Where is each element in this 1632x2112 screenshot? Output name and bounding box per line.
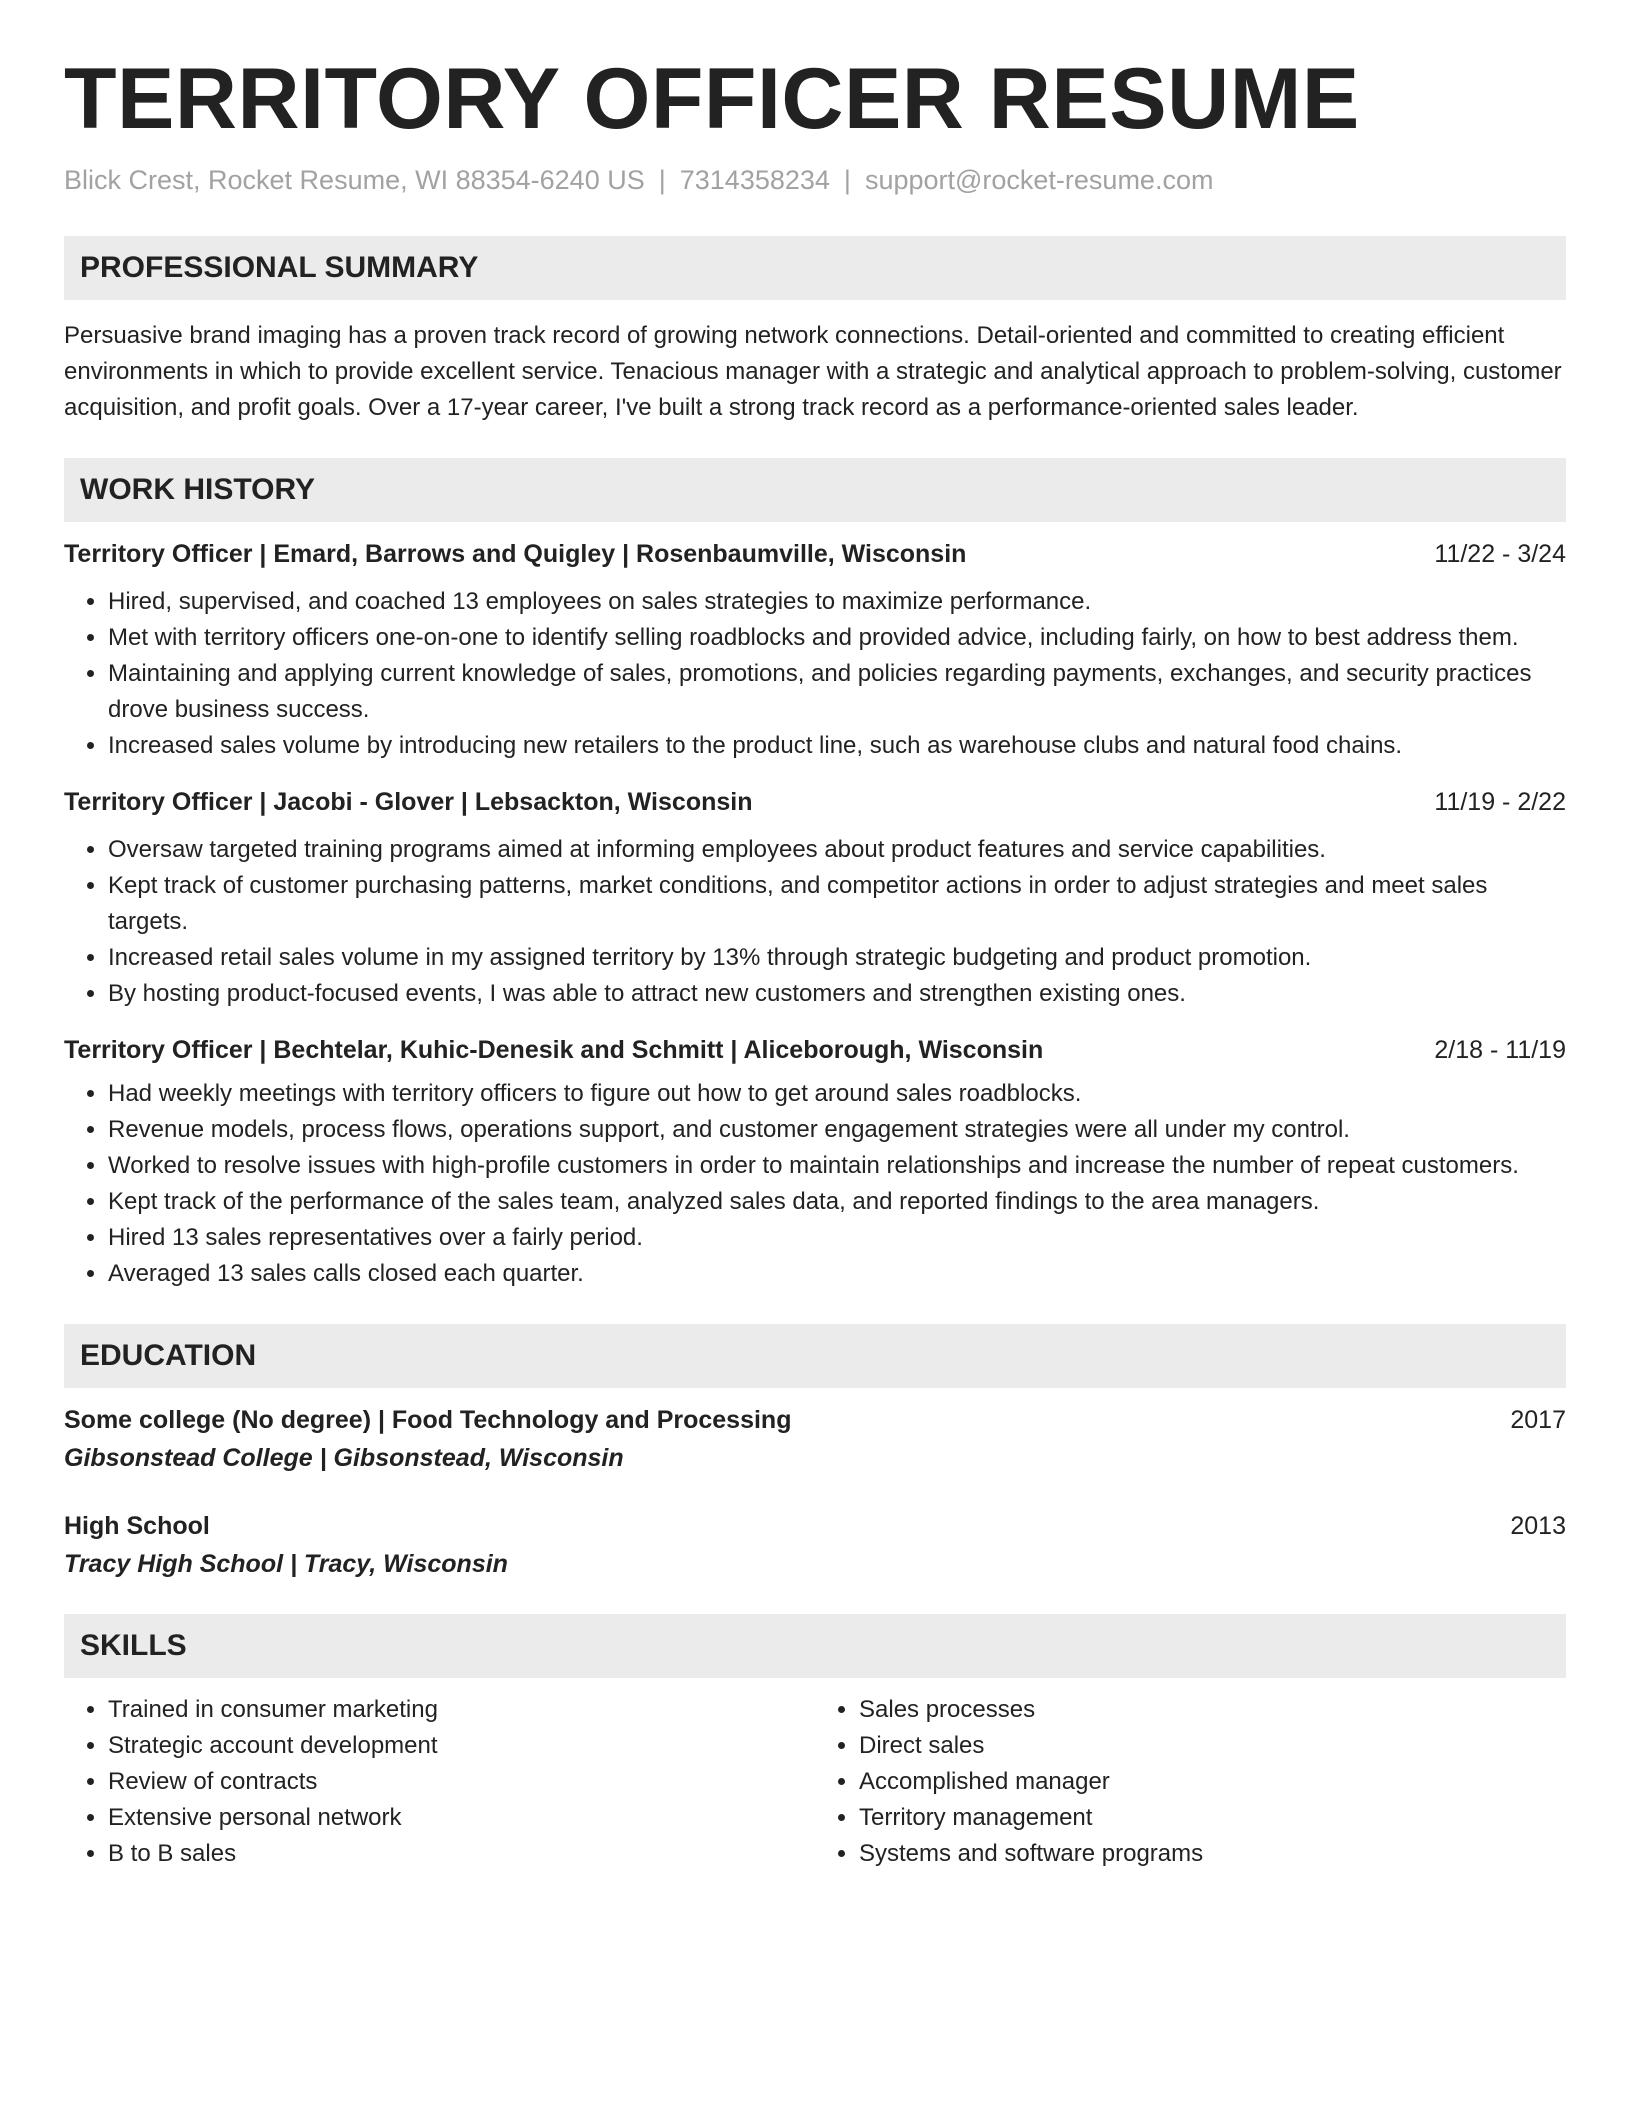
job-header: [64, 784, 1566, 820]
job-title: Territory Officer | Bechtelar, Kuhic-Denesik and Schmitt | Aliceborough, Wisconsin: [64, 1035, 1044, 1064]
job-bullet: • Had weekly meetings with territory officers to figure out how to get around sales roadblocks.: [108, 1076, 1566, 1112]
work-history-heading: WORK HISTORY: [64, 458, 1566, 522]
education-degree: Some college (No degree) | Food Technology and Processing: [64, 1405, 792, 1434]
job-bullet: • Kept track of customer purchasing patterns, market conditions, and competitor actions in order to adjust strategies and meet sales targets.: [108, 868, 1566, 940]
education-header: [64, 1402, 1566, 1438]
education-entry: [64, 1508, 1566, 1582]
contact-phone: 7314358234: [679, 164, 830, 195]
skill-item: • Sales processes: [859, 1692, 1566, 1728]
education-school: Gibsonstead College | Gibsonstead, Wisconsin: [64, 1443, 624, 1472]
education-year: 2013: [1510, 1511, 1566, 1540]
job-entry: [64, 784, 1566, 1012]
job-dates: 2/18 - 11/19: [1434, 1035, 1566, 1064]
job-entry: [64, 1032, 1566, 1292]
job-header: [64, 1032, 1566, 1068]
skill-item: • Accomplished manager: [859, 1764, 1566, 1800]
job-bullets: [64, 832, 1566, 1012]
job-bullet: • Hired, supervised, and coached 13 employees on sales strategies to maximize performance.: [108, 584, 1566, 620]
job-bullet: • Met with territory officers one-on-one to identify selling roadblocks and provided advice, including fairly, on how to best address them.: [108, 620, 1566, 656]
job-bullet: • Kept track of the performance of the sales team, analyzed sales data, and reported findings to the area managers.: [108, 1184, 1566, 1220]
job-title: Territory Officer | Jacobi - Glover | Lebsackton, Wisconsin: [64, 787, 753, 816]
skills-list-right: [815, 1692, 1566, 1872]
job-bullet: • Maintaining and applying current knowledge of sales, promotions, and policies regarding payments, exchanges, and security practices drove business success.: [108, 656, 1566, 728]
job-bullets: [64, 1076, 1566, 1292]
summary-text: Persuasive brand imaging has a proven track record of growing network connections. Detail-oriented and committed to creating efficient environments in which to provide excellent service. Tenacious manager with a strategic and analytical approach to problem-solving, customer acquisition, and profit goals. Over a 17-year career, I've built a strong track record as a performance-oriented sales leader.: [64, 321, 1562, 421]
job-bullets: [64, 584, 1566, 764]
skill-item: • Direct sales: [859, 1728, 1566, 1764]
job-bullet: • Increased retail sales volume in my assigned territory by 13% through strategic budgeting and product promotion.: [108, 940, 1566, 976]
education-school: Tracy High School | Tracy, Wisconsin: [64, 1549, 508, 1578]
job-bullet: • Hired 13 sales representatives over a fairly period.: [108, 1220, 1566, 1256]
skills-list-left: [64, 1692, 815, 1872]
skill-item: • Systems and software programs: [859, 1836, 1566, 1872]
job-bullet: • Revenue models, process flows, operations support, and customer engagement strategies were all under my control.: [108, 1112, 1566, 1148]
job-entry: [64, 536, 1566, 764]
contact-separator: |: [843, 164, 851, 195]
contact-email: support@rocket-resume.com: [864, 164, 1214, 195]
resume-page: [64, 52, 1566, 1872]
summary-heading: PROFESSIONAL SUMMARY: [64, 236, 1566, 300]
education-heading: EDUCATION: [64, 1324, 1566, 1388]
job-dates: 11/19 - 2/22: [1434, 787, 1566, 816]
job-bullet: • Oversaw targeted training programs aimed at informing employees about product features and service capabilities.: [108, 832, 1566, 868]
education-header: [64, 1508, 1566, 1544]
skills-columns: [64, 1692, 1566, 1872]
skills-heading: SKILLS: [64, 1614, 1566, 1678]
skill-item: • Territory management: [859, 1800, 1566, 1836]
education-entry: [64, 1402, 1566, 1476]
education-year: 2017: [1510, 1405, 1566, 1434]
resume-title: TERRITORY OFFICER RESUME: [64, 51, 1360, 147]
skill-item: • B to B sales: [108, 1836, 815, 1872]
skill-item: • Trained in consumer marketing: [108, 1692, 815, 1728]
education-degree: High School: [64, 1511, 210, 1540]
skill-item: • Review of contracts: [108, 1764, 815, 1800]
job-bullet: • Increased sales volume by introducing new retailers to the product line, such as warehouse clubs and natural food chains.: [108, 728, 1566, 764]
contact-address: Blick Crest, Rocket Resume, WI 88354-6240 US: [64, 164, 645, 195]
job-bullet: • Averaged 13 sales calls closed each quarter.: [108, 1256, 1566, 1292]
job-header: [64, 536, 1566, 572]
contact-separator: |: [658, 164, 666, 195]
contact-line: [64, 163, 1566, 198]
job-title: Territory Officer | Emard, Barrows and Quigley | Rosenbaumville, Wisconsin: [64, 539, 967, 568]
skill-item: • Strategic account development: [108, 1728, 815, 1764]
job-bullet: • Worked to resolve issues with high-profile customers in order to maintain relationships and increase the number of repeat customers.: [108, 1148, 1566, 1184]
skill-item: • Extensive personal network: [108, 1800, 815, 1836]
job-bullet: • By hosting product-focused events, I was able to attract new customers and strengthen existing ones.: [108, 976, 1566, 1012]
job-dates: 11/22 - 3/24: [1434, 539, 1566, 568]
